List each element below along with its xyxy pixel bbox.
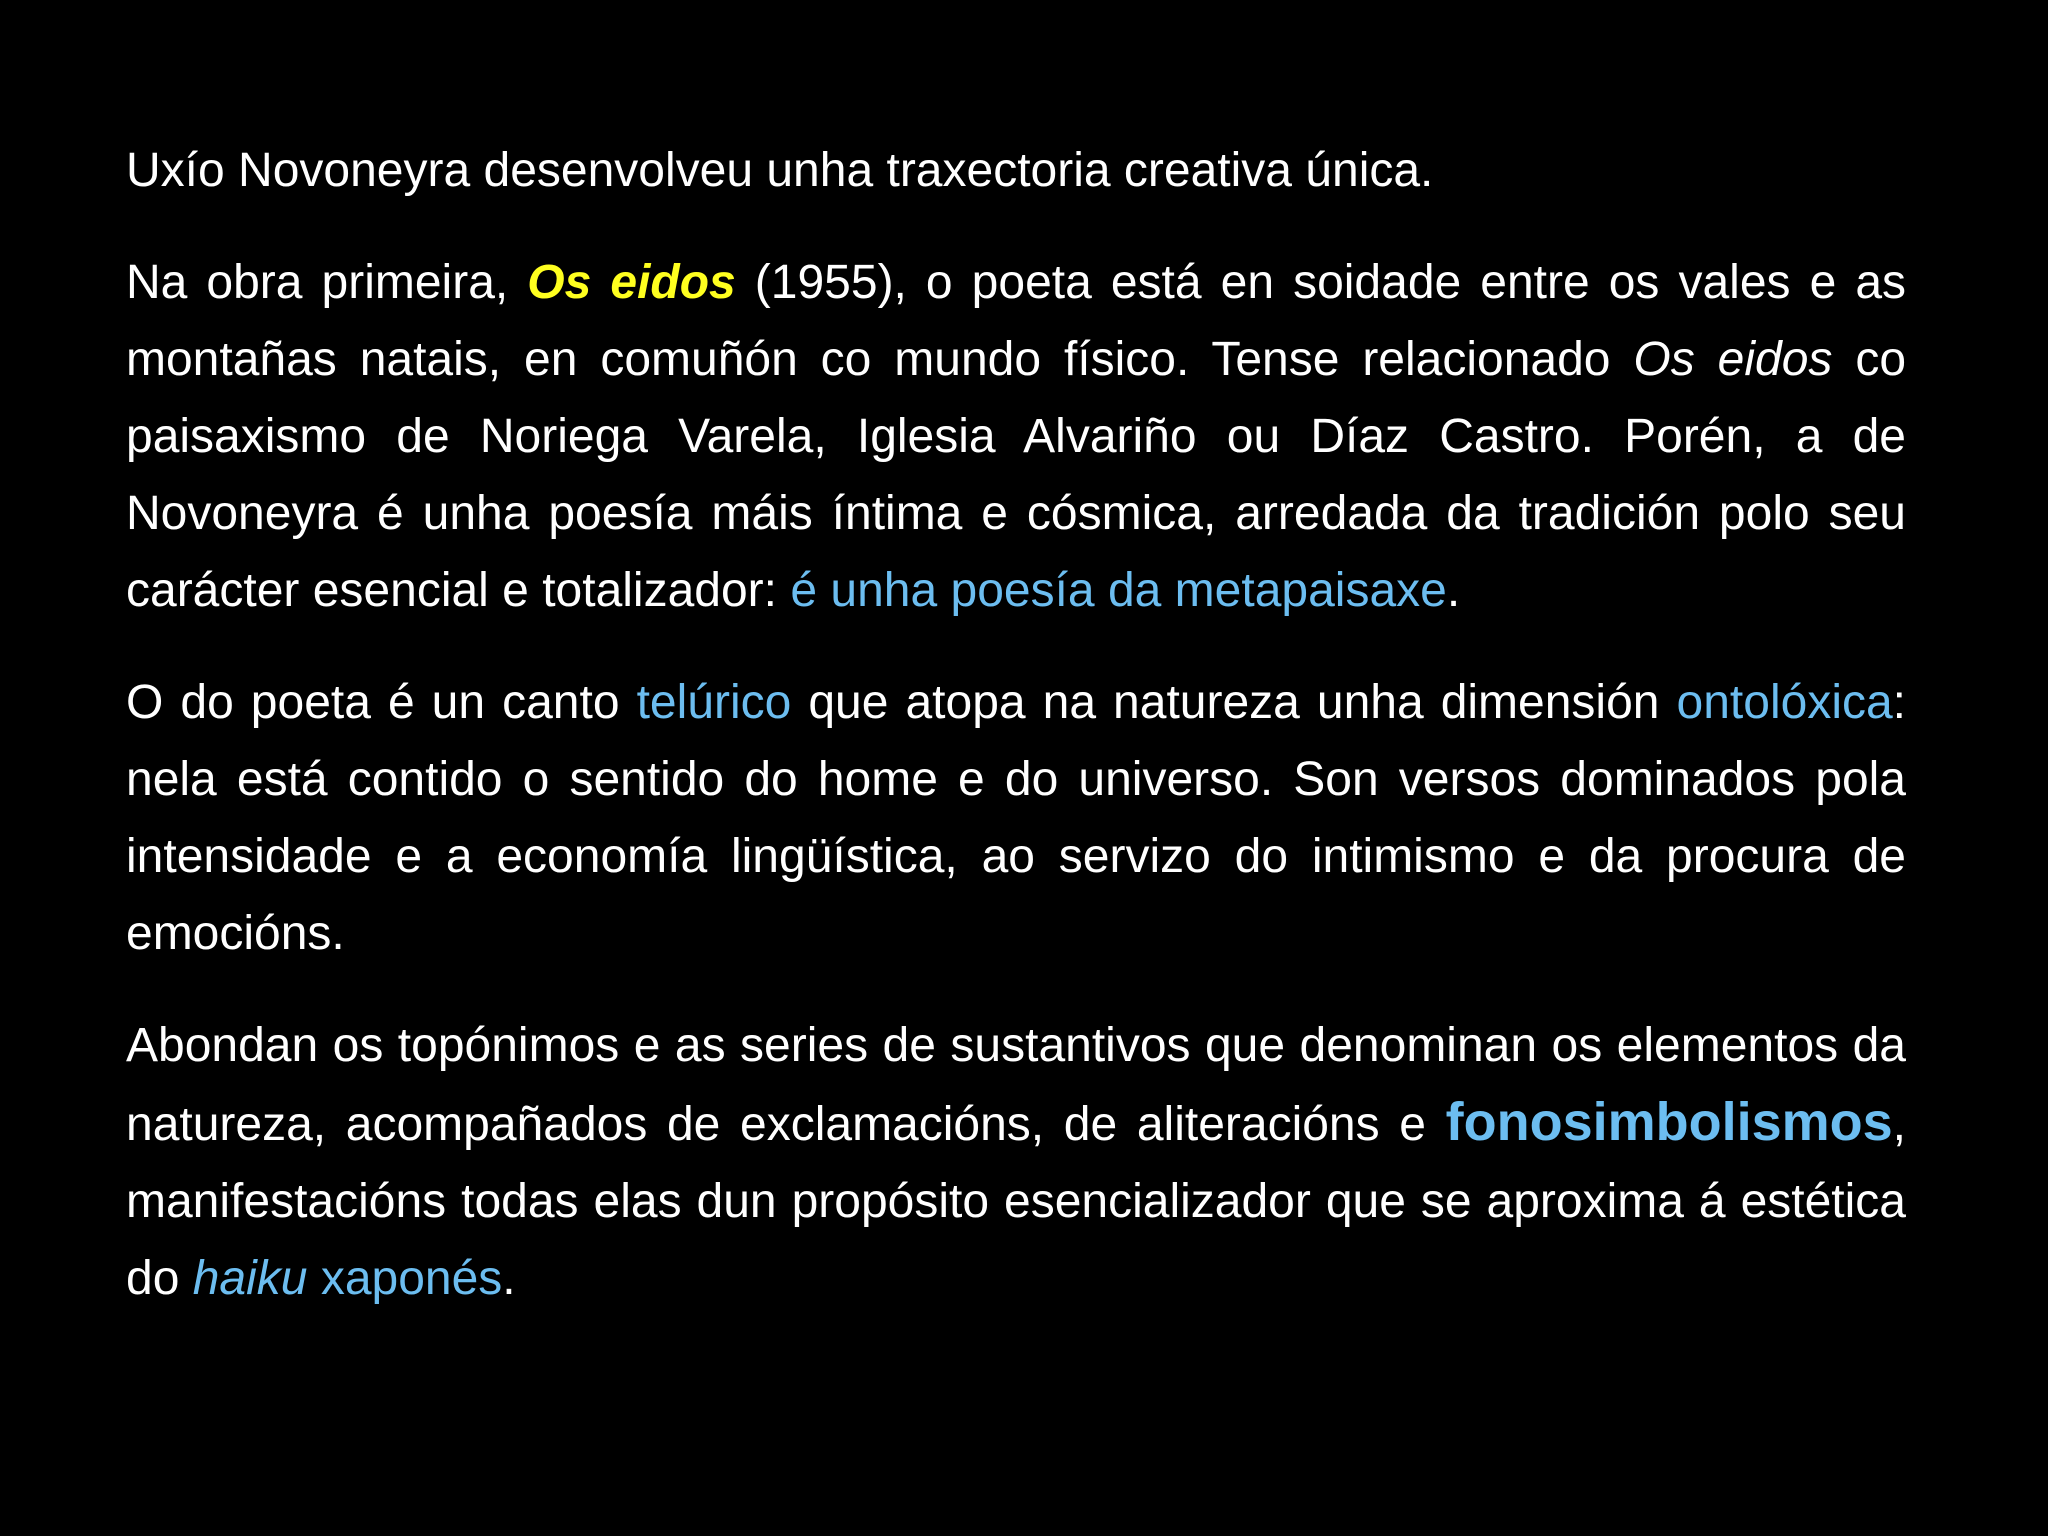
text-run: , manifestacións todas elas dun propósito esencializador que se aproxima á estética do (126, 1098, 1906, 1305)
text-run: O do poeta é un canto (126, 676, 637, 729)
book-title-highlight: Os eidos (527, 256, 736, 309)
term-xapones: xaponés (307, 1252, 503, 1305)
term-haiku: haiku (192, 1252, 308, 1305)
intro-sentence: Uxío Novoneyra desenvolveu unha traxectoria creativa única. (126, 144, 1434, 197)
term-telurico: telúrico (636, 676, 792, 729)
metapaisaxe-highlight: é unha poesía da metapaisaxe (790, 564, 1447, 617)
paragraph-canto-telurico (126, 664, 1906, 972)
paragraph-intro (126, 132, 1906, 209)
text-run: Abondan os topónimos e as series de sustantivos que denominan os elementos da natureza, acompañados de exclamacións, de aliteracións e (126, 1019, 1906, 1151)
paragraph-os-eidos (126, 244, 1906, 629)
text-run: co paisaxismo de Noriega Varela, Iglesia Alvariño ou Díaz Castro. Porén, a de Novoneyra é unha poesía máis íntima e cósmica, arredada da tradición polo seu carácter esencial e totalizador: (126, 333, 1907, 617)
slide-text-body (126, 132, 1906, 1352)
text-run: Na obra primeira, (126, 256, 528, 309)
text-run: . (1446, 564, 1461, 617)
text-run: : nela está contido o sentido do home e do universo. Son versos dominados pola intensidade e a economía lingüística, ao servizo do intimismo e da procura de emocións. (126, 676, 1907, 960)
book-title-italic: Os eidos (1633, 333, 1833, 386)
paragraph-toponimos (126, 1007, 1906, 1317)
term-fonosimbolismos: fonosimbolismos (1445, 1092, 1893, 1152)
text-run: que atopa na natureza unha dimensión (791, 676, 1677, 729)
text-run: (1955), o poeta está en soidade entre os vales e as montañas natais, en comuñón co mundo físico. Tense relacionado (126, 256, 1907, 386)
term-ontoloxica: ontolóxica (1676, 676, 1893, 729)
text-run: . (502, 1252, 516, 1305)
